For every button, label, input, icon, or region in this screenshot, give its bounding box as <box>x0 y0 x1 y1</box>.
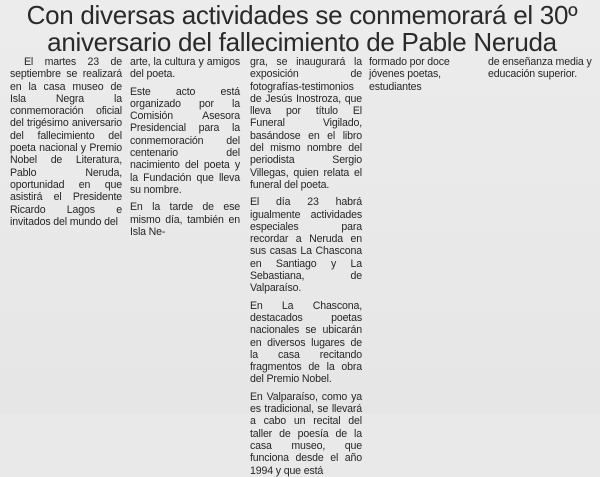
paragraph: En Valparaíso, como ya es tradicional, se llevará a cabo un recital del taller de poesía de la casa museo, que funciona desde el año 1994 y que está <box>250 390 362 477</box>
article-column-3 <box>250 56 362 477</box>
paragraph: El día 23 habrá igualmente actividades especiales para recordar a Neruda en sus casas La Chascona en Santiago y La Sebastiana, de Valparaíso. <box>250 196 362 295</box>
article-column-5 <box>488 56 594 96</box>
paragraph: formado por doce jóvenes poetas, estudiantes <box>369 56 450 93</box>
article-column-2 <box>130 56 240 238</box>
headline-line-1: Con diversas actividades se conmemorará el 30º <box>26 0 578 30</box>
article-column-4 <box>369 56 481 96</box>
paragraph: En la tarde de ese mismo día, también en Isla Ne- <box>130 201 240 238</box>
headline-line-2: aniversario del fallecimiento de Pable Neruda <box>47 27 557 57</box>
paragraph: Este acto está organizado por la Comisión Asesora Presidencial para la conmemoración del centenario del nacimiento del poeta y la Fundación que lleva su nombre. <box>130 85 240 196</box>
paragraph: gra, se inaugurará la exposición de fotografías-testimonios de Jesús Inostroza, que lleva por título El Funeral Vigilado, basándose en el libro del mismo nombre del periodista Sergio Villegas, quien relata el funeral del poeta. <box>250 56 362 191</box>
paragraph: arte, la cultura y amigos del poeta. <box>130 56 240 81</box>
paragraph: En La Chascona, destacados poetas nacionales se ubicarán en diversos lugares de la casa recitando fragmentos de la obra del Premio Nobel. <box>250 299 362 386</box>
article-headline <box>14 2 590 56</box>
article-column-1 <box>10 56 122 228</box>
paragraph: de enseñanza media y educación superior. <box>488 56 592 81</box>
paragraph: El martes 23 de septiembre se realizará en la casa museo de Isla Negra la conmemoración oficial del trigésimo aniversario del fallecimiento del poeta nacional y Premio Nobel de Literatura, Pablo Neruda, oportunidad en que asistirá el Presidente Ricardo Lagos e invitados del mundo del <box>10 56 122 228</box>
